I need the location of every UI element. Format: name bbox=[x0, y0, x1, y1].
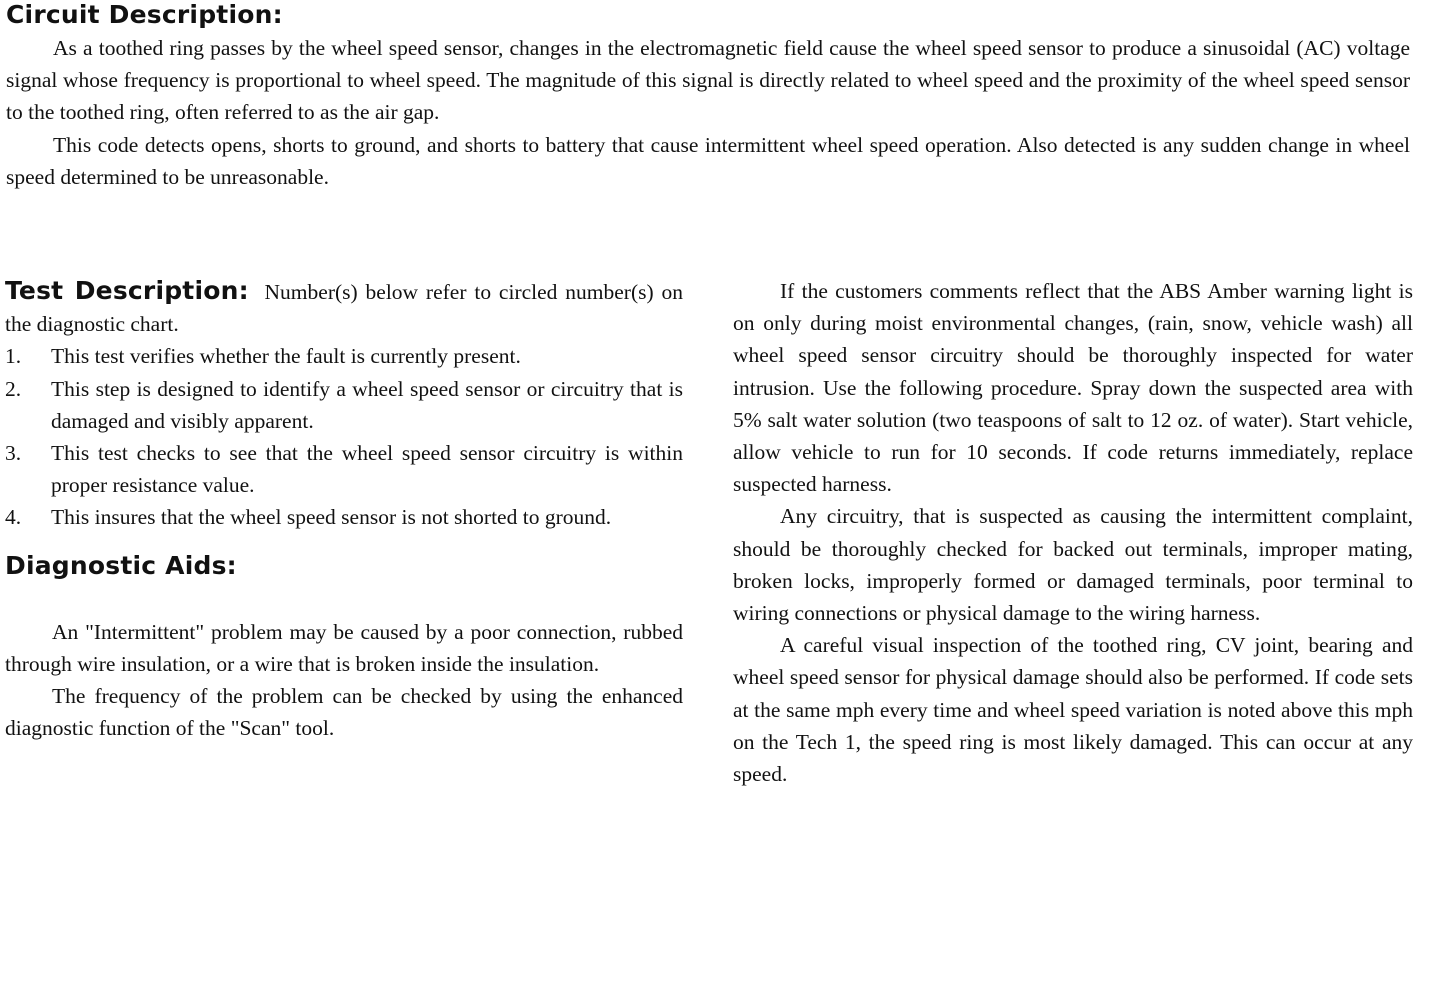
circuit-description-paragraph-2: This code detects opens, shorts to ground, and shorts to battery that cause intermittent wheel speed operation. Also detected is any sudden change in wheel speed determined to be unreasonable. bbox=[6, 132, 1410, 189]
test-step-text: This test checks to see that the wheel speed sensor circuitry is within proper resistance value. bbox=[51, 441, 683, 498]
moisture-procedure-paragraph: If the customers comments reflect that the ABS Amber warning light is on only during moist environmental changes, (rain, snow, vehicle wash) all wheel speed sensor circuitry should be thoroughly inspected for water intrusion. Use the following procedure. Spray down the suspected area with 5% salt water solution (two teaspoons of salt to 12 oz. of water). Start vehicle, allow vehicle to run for 10 seconds. If code returns immediately, replace suspected harness. bbox=[733, 279, 1413, 497]
test-description-intro bbox=[5, 275, 683, 340]
right-column bbox=[733, 275, 1413, 790]
circuit-description-section bbox=[6, 0, 1410, 193]
test-step-2 bbox=[5, 373, 683, 437]
circuit-description-paragraph-1: As a toothed ring passes by the wheel speed sensor, changes in the electromagnetic field cause the wheel speed sensor to produce a sinusoidal (AC) voltage signal whose frequency is proportional to wheel speed. The magnitude of this signal is directly related to wheel speed and the proximity of the wheel speed sensor to the toothed ring, often referred to as the air gap. bbox=[6, 36, 1410, 125]
test-step-1 bbox=[5, 340, 683, 372]
test-description-intro-text: Number(s) below refer to circled number(s) on the diagnostic chart. bbox=[5, 280, 683, 337]
diagnostic-aids-paragraph-2: The frequency of the problem can be checked by using the enhanced diagnostic function of the "Scan" tool. bbox=[5, 684, 683, 741]
left-column bbox=[5, 275, 683, 744]
circuitry-inspection-paragraph: Any circuitry, that is suspected as causing the intermittent complaint, should be thoroughly checked for backed out terminals, improper mating, broken locks, improperly formed or damaged terminals, poor terminal to wiring connections or physical damage to the wiring harness. bbox=[733, 504, 1413, 626]
visual-inspection-paragraph: A careful visual inspection of the toothed ring, CV joint, bearing and wheel speed sensor for physical damage should also be performed. If code sets at the same mph every time and wheel speed variation is noted above this mph on the Tech 1, the speed ring is most likely damaged. This can occur at any speed. bbox=[733, 633, 1413, 787]
test-step-number: 3. bbox=[5, 441, 22, 466]
test-step-number: 1. bbox=[5, 344, 22, 369]
test-description-heading: Test Description: bbox=[5, 276, 249, 305]
test-step-number: 2. bbox=[5, 376, 22, 401]
test-step-number: 4. bbox=[5, 505, 22, 530]
test-step-text: This insures that the wheel speed sensor is not shorted to ground. bbox=[51, 505, 612, 530]
test-step-text: This step is designed to identify a wheel speed sensor or circuitry that is damaged and visibly apparent. bbox=[51, 376, 683, 433]
test-step-3 bbox=[5, 437, 683, 501]
test-steps-list bbox=[5, 340, 683, 533]
diagnostic-aids-paragraph-1: An "Intermittent" problem may be caused by a poor connection, rubbed through wire insulation, or a wire that is broken inside the insulation. bbox=[5, 619, 683, 676]
test-step-4 bbox=[5, 501, 683, 533]
test-step-text: This test verifies whether the fault is currently present. bbox=[51, 344, 521, 369]
diagnostic-aids-heading: Diagnostic Aids: bbox=[5, 550, 237, 580]
circuit-description-heading: Circuit Description: bbox=[6, 0, 283, 29]
